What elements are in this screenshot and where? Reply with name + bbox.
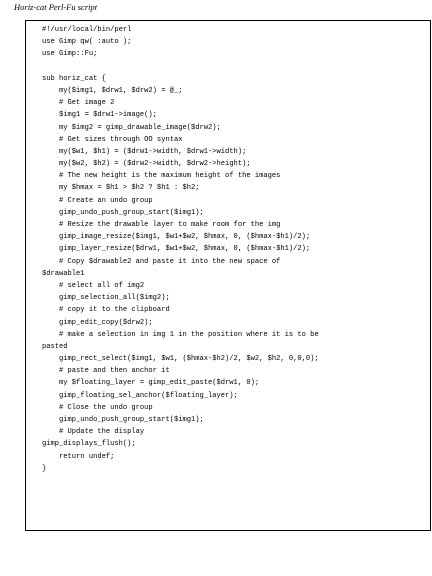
- code-line: # Create an undo group: [42, 196, 153, 205]
- code-line: return undef;: [42, 452, 115, 461]
- code-line: gimp_edit_copy($drw2);: [42, 318, 153, 327]
- code-line: gimp_floating_sel_anchor($floating_layer);: [42, 391, 238, 400]
- code-line: # Copy $drawable2 and paste it into the new space of: [42, 257, 281, 266]
- code-line: sub horiz_cat {: [42, 74, 106, 83]
- code-line: my $floating_layer = gimp_edit_paste($drw1, 0);: [42, 379, 260, 388]
- code-lines: [42, 24, 319, 475]
- code-line: # The new height is the maximum height of the images: [42, 172, 281, 181]
- code-line: my $hmax = $h1 > $h2 ? $h1 : $h2;: [42, 184, 200, 193]
- code-line: # Close the undo group: [42, 403, 153, 412]
- code-line: gimp_selection_all($img2);: [42, 294, 170, 303]
- code-line: # select all of img2: [42, 281, 145, 290]
- code-line: # Get sizes through OO syntax: [42, 135, 183, 144]
- code-line: [42, 61, 319, 73]
- code-line: gimp_image_resize($img1, $w1+$w2, $hmax, 0, ($hmax-$h1)/2);: [42, 233, 311, 242]
- code-line: # copy it to the clipboard: [42, 306, 170, 315]
- code-line: gimp_undo_push_group_start($img1);: [42, 416, 204, 424]
- code-line: my($img1, $drw1, $drw2) = @_;: [42, 86, 183, 95]
- code-line: gimp_undo_push_group_start($img1);: [42, 208, 204, 217]
- code-line: gimp_layer_resize($drw1, $w1+$w2, $hmax, 0, ($hmax-$h1)/2);: [42, 245, 311, 254]
- code-line: my $img2 = gimp_drawable_image($drw2);: [42, 123, 221, 132]
- code-line: my($w1, $h1) = ($drw1->width, $drw1->width);: [42, 147, 247, 156]
- code-line: use Gimp::Fu;: [42, 50, 98, 59]
- code-line: #!/usr/local/bin/perl: [42, 26, 132, 34]
- code-listing: [25, 20, 431, 531]
- code-line: pasted: [42, 342, 68, 351]
- code-line: gimp_displays_flush();: [42, 440, 136, 449]
- code-line: # Get image 2: [42, 99, 115, 108]
- code-line: $img1 = $drw1->image();: [42, 111, 157, 120]
- code-line: use Gimp qw( :auto );: [42, 38, 132, 47]
- code-line: # Update the display: [42, 428, 145, 437]
- code-line: # Resize the drawable layer to make room for the img: [42, 221, 281, 229]
- code-line: # make a selection in img 1 in the position where it is to be: [42, 330, 319, 339]
- code-line: # paste and then anchor it: [42, 367, 170, 376]
- code-line: gimp_rect_select($img1, $w1, ($hmax-$h2)/2, $w2, $h2, 0,0,0);: [42, 355, 319, 364]
- page-title: Horiz-cat Perl-Fu script: [14, 2, 98, 12]
- code-line: }: [42, 464, 47, 473]
- code-line: $drawable1: [42, 269, 85, 278]
- code-line: my($w2, $h2) = ($drw2->width, $drw2->height);: [42, 160, 251, 169]
